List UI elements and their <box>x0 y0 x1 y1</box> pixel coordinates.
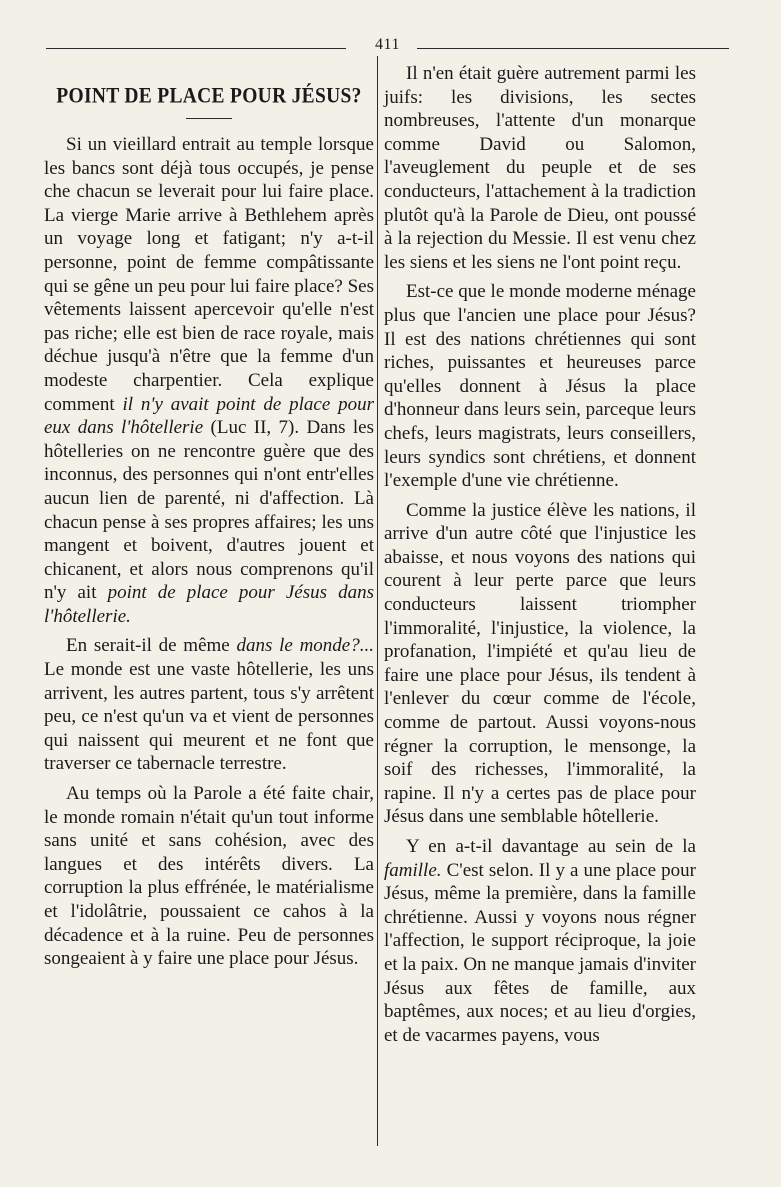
page-number: 411 <box>375 36 400 53</box>
paragraph: Comme la justice élève les nations, il arrive d'un autre côté que l'injustice les abaisse, et nous voyons des nations qui courent à leur perte parce que leurs conducteurs laissent triompher l'immoralité, l'injustice, la violence, la profanation, l'impiété et qu'au lieu de faire une place pour Jésus, ils tendent à l'enlever du cœur comme de l'école, comme de partout. Aussi voyons-nous régner la corruption, le mensonge, la soif des richesses, l'immoralité, la rapine. Il n'y a certes pas de place pour Jésus dans une semblable hôtellerie. <box>384 499 696 828</box>
title-rule <box>186 118 232 119</box>
paragraph: Au temps où la Parole a été faite chair, le monde romain n'était qu'un tout informe sans unité et sans cohésion, avec des langues et des intérêts divers. La corruption la plus effrénée, le matérialisme et l'idolâtrie, poussaient ce cahos à la décadence et à la ruine. Peu de personnes songeaient à y faire une place pour Jésus. <box>44 783 374 970</box>
left-column <box>44 60 374 977</box>
header-rule-right <box>417 48 729 49</box>
emphasis: famille. <box>384 859 442 881</box>
paragraph: En serait-il de même dans le monde?... Le monde est une vaste hôtellerie, les uns arrivent, les autres partent, tous s'y arrêtent peu, ce n'est qu'un va et vient de personnes qui naissent qui meurent et ne font que traverser ce tabernacle terrestre. <box>44 635 374 775</box>
header-rule-left <box>46 48 346 49</box>
article-title: POINT DE PLACE POUR JÉSUS? <box>56 84 362 109</box>
paragraph: Est-ce que le monde moderne ménage plus que l'ancien une place pour Jésus? Il est des nations chrétiennes qui sont riches, puissantes et heureuses parce qu'elles donnent à Jésus la place d'honneur dans leurs sein, parceque leurs chefs, leurs magistrats, leurs conseillers, leurs syndics sont chrétiens, et donnent l'exemple d'une vie chrétienne. <box>384 281 696 492</box>
emphasis: dans le monde?... <box>236 635 374 657</box>
paragraph: Y en a-t-il davantage au sein de la famille. C'est selon. Il y a une place pour Jésus, même la première, dans la famille chrétienne. Aussi y voyons nous régner l'affection, le support réciproque, la joie et la paix. On ne manque jamais d'inviter Jésus aux fêtes de famille, aux baptêmes, aux noces; et au lieu d'orgies, et de vacarmes payens, vous <box>384 836 696 1046</box>
paragraph: Si un vieillard entrait au temple lorsque les bancs sont déjà tous occupés, je pense che chacun se leverait pour lui faire place. La vierge Marie arrive à Bethlehem après un voyage long et fatigant; n'y a-t-il personne, point de femme compâtissante qui se gêne un peu pour lui faire place? Ses vêtements laissent apercevoir qu'elle n'est pas riche; elle est bien de race royale, mais déchue jusqu'à n'être que la femme d'un modeste charpentier. Cela explique comment il n'y avait point de place pour eux dans l'hôtellerie (Luc II, 7). Dans les hôtelleries on ne rencontre guère que des inconnus, des personnes qui n'ont entr'elles aucun lien de parenté, ni d'affection. Là chacun pense à ses propres affaires; les uns mangent et boivent, d'autres jouent et chicanent, et alors nous comprenons qu'il n'y ait point de place pour Jésus dans l'hôtellerie. <box>44 134 375 627</box>
emphasis: il n'y avait point de place pour eux dans l'hôtellerie <box>44 393 375 439</box>
column-divider <box>377 56 378 1146</box>
page-header <box>46 36 729 54</box>
emphasis: point de place pour Jésus dans l'hôtellerie. <box>44 582 374 627</box>
paragraph: Il n'en était guère autrement parmi les juifs: les divisions, les sectes nombreuses, l'attente d'un monarque comme David ou Salomon, l'aveuglement du peuple et de ses conducteurs, l'attachement à la tradiction plutôt qu'à la Parole de Dieu, ont poussé à la rejection du Messie. Il est venu chez les siens et les siens ne l'ont point reçu. <box>384 63 696 273</box>
right-column <box>384 60 696 1053</box>
